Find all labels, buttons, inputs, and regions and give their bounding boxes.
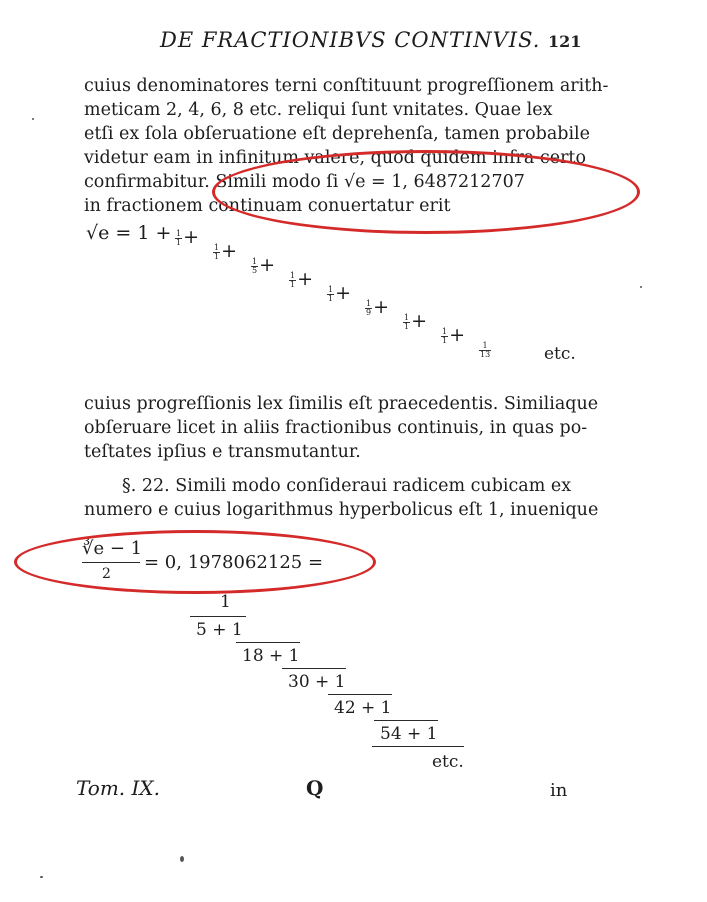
cf-fraction-bar [372, 746, 464, 747]
fraction-etc: etc. [544, 344, 576, 364]
text-line: videtur eam in infinitum valere, quod quidem infra certo [84, 148, 586, 168]
equation-denominator: 2 [102, 566, 111, 582]
running-header: DE FRACTIONIBVS CONTINVIS. [160, 28, 541, 52]
annotation-oval [212, 150, 640, 234]
text-line: meticam 2, 4, 6, 8 etc. reliqui ſunt vnitates. Quae lex [84, 100, 553, 120]
cf-level: 5 + 1 [196, 620, 243, 640]
fraction-term: $\frac{1}{1}$ + [176, 226, 200, 248]
cf-level: 54 + 1 [380, 724, 438, 744]
fraction-term: $\frac{1}{9}$ + [366, 296, 390, 318]
text-line: in fractionem continuam conuertatur erit [84, 196, 451, 216]
equation-numerator: ∛e − 1 [82, 538, 143, 559]
fraction-term: $\frac{1}{1}$ + [442, 324, 466, 346]
cf-etc: etc. [432, 752, 464, 772]
scan-speck [180, 856, 184, 862]
text-line: teſtates ipſius e transmutantur. [84, 442, 361, 462]
fraction-term: $\frac{1}{1}$ + [290, 268, 314, 290]
cf-fraction-bar [236, 642, 300, 643]
scan-speck [32, 118, 34, 120]
fraction-term: $\frac{1}{1}$ + [328, 282, 352, 304]
cf-level: 42 + 1 [334, 698, 392, 718]
text-line: etſi ex ſola obſeruatione eſt deprehenſa, tamen probabile [84, 124, 591, 144]
section-line: §. 22. Simili modo conſideraui radicem cubicam ex [122, 476, 572, 496]
text-line: obſeruare licet in aliis fractionibus continuis, in quas po- [84, 418, 588, 438]
scan-speck [640, 286, 642, 288]
fraction-term: $\frac{1}{5}$ + [252, 254, 276, 276]
cf-level: 18 + 1 [242, 646, 300, 666]
fraction-lead: √e = 1 + [86, 222, 172, 244]
scan-speck [40, 876, 43, 878]
page-number: 121 [548, 32, 582, 51]
text-line: cuius progreſſionis lex ſimilis eſt praecedentis. Similiaque [84, 394, 599, 414]
text-line: cuius denominatores terni conſtituunt progreſſionem arith- [84, 76, 609, 96]
catchword: in [550, 780, 568, 801]
cf-fraction-bar [282, 668, 346, 669]
text-line: confirmabitur. Simili modo ſi √e = 1, 6487212707 [84, 172, 525, 192]
signature-mark: Q [306, 776, 324, 800]
cf-fraction-bar [328, 694, 392, 695]
cf-fraction-bar [190, 616, 246, 617]
text-line: numero e cuius logarithmus hyperbolicus eſt 1, inuenique [84, 500, 599, 520]
volume-label: Tom. IX. [76, 776, 161, 800]
fraction-term: $\frac{1}{13}$ [480, 340, 491, 359]
equation-rhs: = 0, 1978062125 = [144, 552, 324, 573]
fraction-term: $\frac{1}{1}$ + [214, 240, 238, 262]
annotation-oval [14, 530, 376, 594]
cf-top: 1 [220, 592, 231, 612]
cf-level: 30 + 1 [288, 672, 346, 692]
cf-fraction-bar [374, 720, 438, 721]
fraction-term: $\frac{1}{1}$ + [404, 310, 428, 332]
